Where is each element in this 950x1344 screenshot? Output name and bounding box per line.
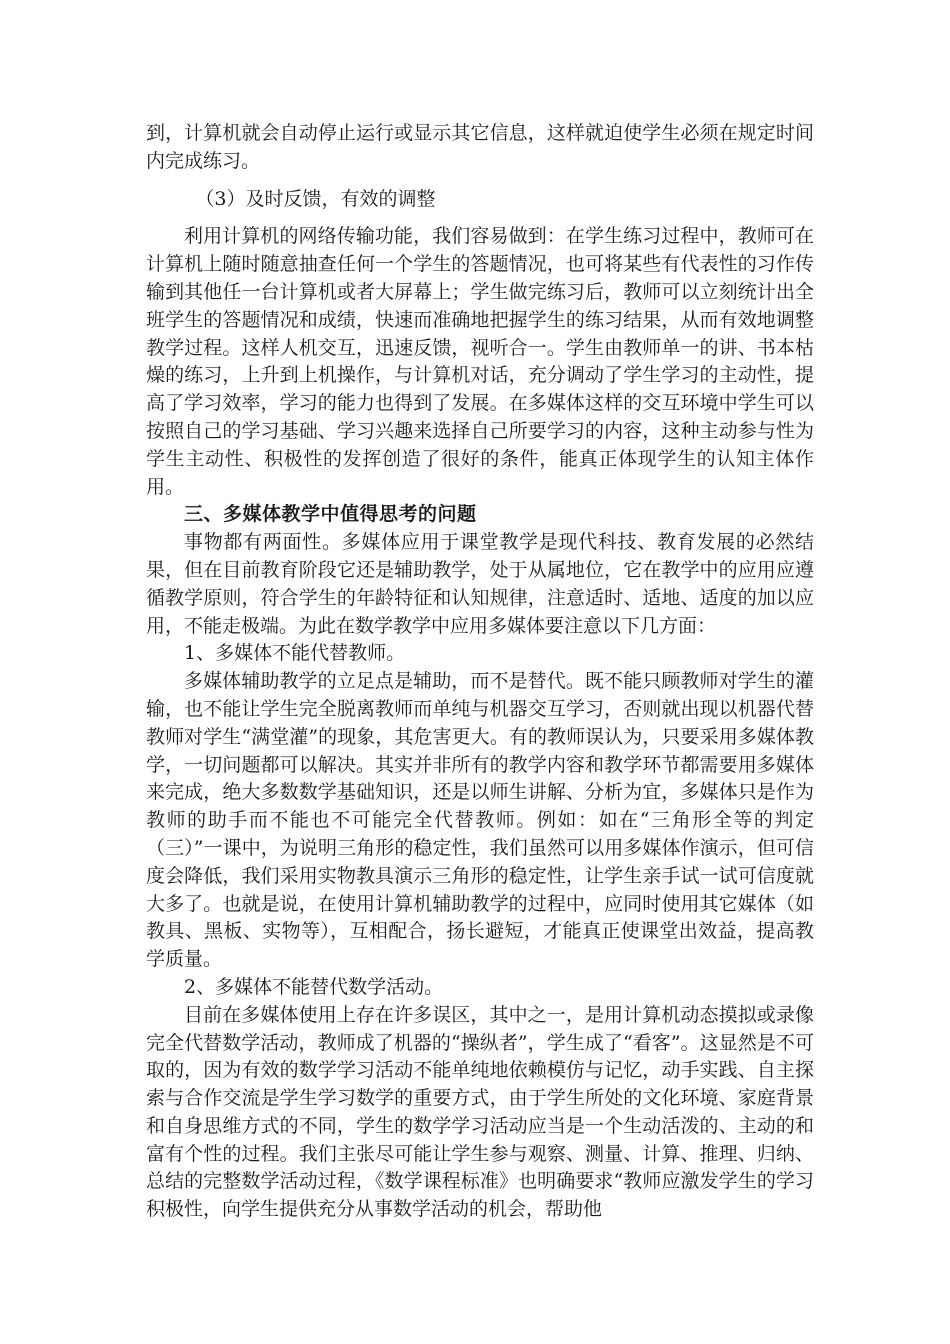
paragraph-teacher: 多媒体辅助教学的立足点是辅助，而不是替代。既不能只顾教师对学生的灌输，也不能让学生完全脱离教师而单纯与机器交互学习，否则就出现以机器代替教师对学生“满堂灌”的现象，其危害更大。有的教师误认为，只要采用多媒体教学，一切问题都可以解决。其实并非所有的教学内容和教学环节都需要用多媒体来完成，绝大多数数学基础知识，还是以师生讲解、分析为宜，多媒体只是作为教师的助手而不能也不可能完全代替教师。例如：如在“三角形全等的判定（三）”一课中，为说明三角形的稳定性，我们虽然可以用多媒体作演示，但可信度会降低，我们采用实物教具演示三角形的稳定性，让学生亲手试一试可信度就大多了。也就是说，在使用计算机辅助教学的过程中，应同时使用其它媒体（如教具、黑板、实物等），互相配合，扬长避短，才能真正使课堂出效益，提高教学质量。 [146,670,814,971]
paragraph-activity: 目前在多媒体使用上存在许多误区，其中之一，是用计算机动态摸拟或录像完全代替数学活动，教师成了机器的“操纵者”，学生成了“看客”。这显然是不可取的，因为有效的数学学习活动不能单纯地依赖模仿与记忆，动手实践、自主探索与合作交流是学生学习数学的重要方式，由于学生所处的文化环境、家庭背景和自身思维方式的不同，学生的数学学习活动应当是一个生动活泼的、主动的和富有个性的过程。我们主张尽可能让学生参与观察、测量、计算、推理、归纳、总结的完整数学活动过程，《数学课程标准》也明确要求“教师应激发学生的学习积极性，向学生提供充分从事数学活动的机会，帮助他 [146,1003,814,1221]
list-item-2: 2、多媒体不能替代数学活动。 [184,975,444,998]
subsection-heading-3: （3）及时反馈，有效的调整 [195,187,436,210]
section-heading-3: 三、多媒体教学中值得思考的问题 [184,503,477,526]
list-item-1: 1、多媒体不能代替教师。 [184,642,406,665]
document-page [146,120,814,1224]
paragraph-feedback: 利用计算机的网络传输功能，我们容易做到：在学生练习过程中，教师可在计算机上随时随意抽查任何一个学生的答题情况，也可将某些有代表性的习作传输到其他任一台计算机或者大屏幕上；学生做完练习后，教师可以立刻统计出全班学生的答题情况和成绩，快速而准确地把握学生的练习结果，从而有效地调整教学过程。这样人机交互，迅速反馈，视听合一。学生由教师单一的讲、书本枯燥的练习，上升到上机操作，与计算机对话，充分调动了学生学习的主动性，提高了学习效率，学习的能力也得到了发展。在多媒体这样的交互环境中学生可以按照自己的学习基础、学习兴趣来选择自己所要学习的内容，这种主动参与性为学生主动性、积极性的发挥创造了很好的条件，能真正体现学生的认知主体作用。 [146,225,814,498]
paragraph-continuation: 到，计算机就会自动停止运行或显示其它信息，这样就迫使学生必须在规定时间内完成练习。 [146,122,814,172]
paragraph-two-sides: 事物都有两面性。多媒体应用于课堂教学是现代科技、教育发展的必然结果，但在目前教育阶段它还是辅助教学，处于从属地位，它在教学中的应用应遵循教学原则，符合学生的年龄特征和认知规律，注意适时、适地、适度的加以应用，不能走极端。为此在数学教学中应用多媒体要注意以下几方面： [146,531,814,637]
